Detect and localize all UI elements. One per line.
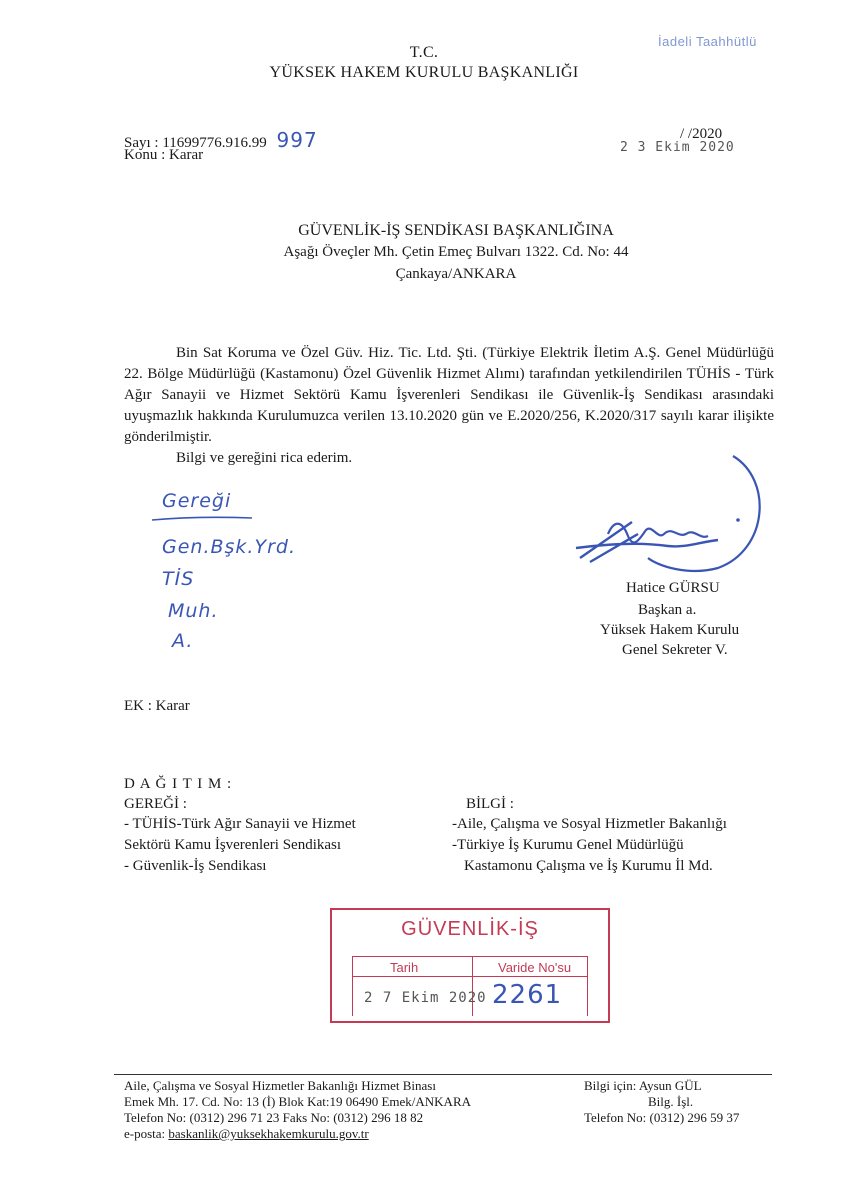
geregi-item: - Güvenlik-İş Sendikası [124,858,267,874]
distribution-heading: D A Ğ I T I M : [124,776,233,792]
konu-line [124,147,203,164]
signatory-title1: Başkan a. [638,602,697,618]
bilgi-item: -Türkiye İş Kurumu Genel Müdürlüğü [452,837,684,853]
stamp-column-separator [587,956,588,1016]
footer-email-label: e-posta: [124,1126,169,1141]
bilgi-item: -Aile, Çalışma ve Sosyal Hizmetler Bakanlığı [452,816,727,832]
footer-rule [114,1074,772,1075]
konu-label: Konu [124,147,158,163]
attachment-line: EK : Karar [124,698,190,714]
signatory-title2: Yüksek Hakem Kurulu [600,622,740,638]
footer-info-role: Bilg. İşl. [648,1094,694,1109]
date-typed: / /2020 [680,126,723,142]
footer-email-line [124,1126,369,1142]
received-stamp [330,908,610,1023]
received-stamp-title: GÜVENLİK-İŞ [401,918,539,940]
bilgi-item: Kastamonu Çalışma ve İş Kurumu İl Md. [464,858,713,874]
sayi-value: : 11699776.916.99 [154,135,267,151]
handwritten-muh: Muh. [168,600,219,622]
handwritten-tis: TİS [162,568,195,590]
stamp-number-label: Varide No'su [498,960,572,975]
stamp-date-label: Tarih [390,960,419,975]
konu-value: : Karar [161,147,204,163]
addressee-name: GÜVENLİK-İŞ SENDİKASI BAŞKANLIĞINA [298,222,614,239]
handwritten-a: A. [172,630,194,652]
header-institution: YÜKSEK HAKEM KURULU BAŞKANLIĞI [269,64,579,81]
addressee-city: Çankaya/ANKARA [395,266,517,282]
geregi-label: GEREĞİ : [124,796,187,812]
stamp-column-separator [472,956,473,1016]
body-closing: Bilgi ve gereğini rica ederim. [176,450,353,466]
body-paragraph: Bin Sat Koruma ve Özel Güv. Hiz. Tic. Ltd. Şti. (Türkiye Elektrik İletim A.Ş. Genel Müdürlüğü 22. Bölge Müdürlüğü (Kastamonu) Özel Güvenlik Hizmet Alımı) tarafından yetkilendirilen TÜHİS - Türk Ağır Sanayii ve Hizmet Sektörü Kamu İşverenleri Sendikası ile Güvenlik-İş Sendikası arasındaki uyuşmazlık hakkında Kurulumuzca verilen 13.10.2020 gün ve E.2020/256, K.2020/317 sayılı karar ilişikte gönderilmiştir. [124,345,774,445]
footer-email-link[interactable]: baskanlik@yuksekhakemkurulu.gov.tr [168,1126,369,1141]
footer-address1: Aile, Çalışma ve Sosyal Hizmetler Bakanlığı Hizmet Binası [124,1078,436,1093]
signature [568,450,788,590]
stamp-divider [352,976,588,977]
sayi-label: Sayı [124,135,151,151]
registered-mail-stamp: İadeli Taahhütlü [658,34,757,49]
footer-info-contact: Bilgi için: Aysun GÜL [584,1078,702,1093]
date-stamp: 2 3 Ekim 2020 [620,140,735,155]
stamp-date-value: 2 7 Ekim 2020 [364,990,487,1006]
stamp-column-separator [352,956,353,1016]
handwritten-gen-bsk: Gen.Bşk.Yrd. [162,536,296,558]
footer-address2: Emek Mh. 17. Cd. No: 13 (İ) Blok Kat:19 06490 Emek/ANKARA [124,1094,472,1109]
sayi-handwritten: 997 [276,128,318,152]
signatory-name: Hatice GÜRSU [626,580,720,596]
stamp-divider [352,956,588,957]
handwritten-underline [148,512,258,526]
geregi-item: - TÜHİS-Türk Ağır Sanayii ve Hizmet [124,816,356,832]
geregi-item: Sektörü Kamu İşverenleri Sendikası [124,837,342,853]
addressee-street: Aşağı Öveçler Mh. Çetin Emeç Bulvarı 1322. Cd. No: 44 [283,244,629,260]
footer-phone: Telefon No: (0312) 296 71 23 Faks No: (0312) 296 18 82 [124,1110,424,1125]
footer-info-phone: Telefon No: (0312) 296 59 37 [584,1110,740,1125]
signatory-title3: Genel Sekreter V. [622,642,728,658]
handwritten-geregi: Gereği [162,490,232,512]
bilgi-label: BİLGİ : [466,796,514,812]
header-tc: T.C. [409,44,439,61]
stamp-number-value: 2261 [492,980,563,1010]
